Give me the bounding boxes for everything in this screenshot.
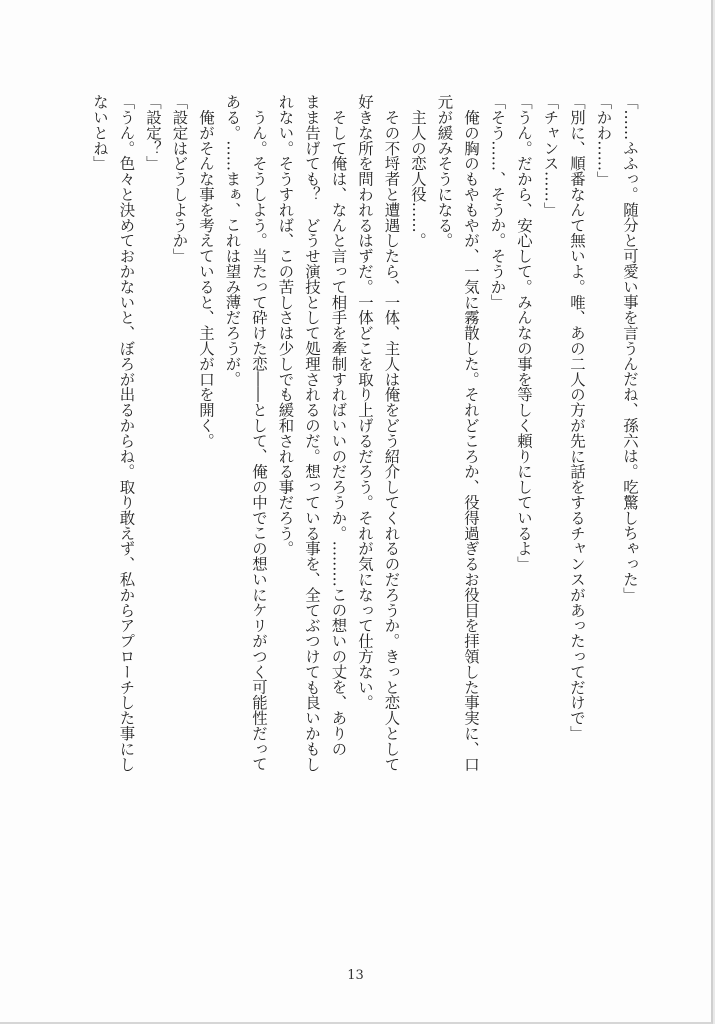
text-line: 元が緩みそうになる。 (435, 94, 454, 248)
text-line: 主人の恋人役……。 (409, 94, 427, 248)
vertical-text-body (87, 94, 644, 954)
text-line: 「設定？」 (144, 94, 162, 171)
text-line: 「うん。色々と決めておかないと、ぼろが出るからね。取り敢えず、私からアプローチした事にし (117, 94, 136, 772)
text-line: 「設定はどうしようか」 (170, 94, 189, 264)
text-line: 「……ふふっ。随分と可愛い事を言うんだね、孫六は。吃驚しちゃった」 (621, 94, 639, 603)
text-line: ある。……まぁ、これは望み薄だろうが。 (223, 94, 242, 387)
text-line: うん。そうしよう。当たって砕けた恋――として、俺の中でこの想いにケリがつく可能性だって (250, 94, 268, 772)
page-number: 13 (347, 968, 364, 983)
text-line: 俺の胸のもやもやが、一気に霧散した。それどころか、役得過ぎるお役目を拝領した事実に、口 (462, 94, 480, 772)
text-line: 好きな所を問われるはずだ。一体どこを取り上げるだろう。それが気になって仕方ない。 (356, 94, 374, 710)
text-line: その不埒者と遭遇したら、一体、主人は俺をどう紹介してくれるのだろうか。きっと恋人として (382, 94, 401, 772)
text-line: 「そう……、そうか。そうか」 (488, 94, 507, 310)
text-line: 「チャンス……」 (541, 94, 560, 218)
text-line: 「かわ……」 (594, 94, 613, 187)
text-line: 俺がそんな事を考えていると、主人が口を開く。 (197, 94, 215, 449)
text-line: まま告げても？ どうせ演技として処理されるのだ。想っている事を、全てぶつけても良いかもし (303, 94, 321, 772)
text-line: 「別に、順番なんて無いよ。唯、あの二人の方が先に話をするチャンスがあったってだけで」 (568, 94, 586, 741)
text-line: れない。そうすれば、この苦しさは少しでも緩和される事だろう。 (276, 94, 295, 556)
text-line: 「うん。だから、安心して。みんなの事を等しく頼りにしているよ」 (515, 94, 533, 572)
text-line: ないとね」 (91, 94, 109, 171)
text-line: そして俺は、なんと言って相手を牽制すればいいのだろうか。………この想いの丈を、ありの (329, 94, 348, 757)
